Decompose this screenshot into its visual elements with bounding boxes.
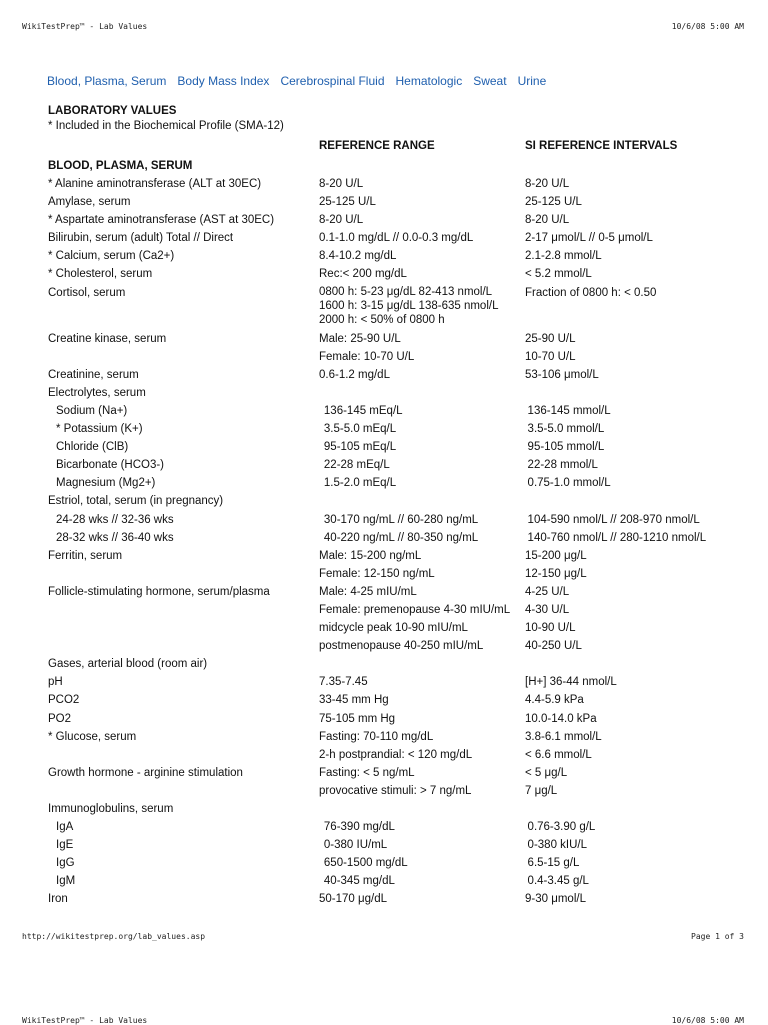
si-reference-interval: 4-25 U/L <box>525 585 570 598</box>
page-title: LABORATORY VALUES <box>48 105 177 117</box>
reference-range <box>319 547 525 565</box>
test-name: Electrolytes, serum <box>48 386 146 399</box>
reference-range <box>319 366 525 384</box>
table-row <box>48 229 748 247</box>
test-name: pH <box>48 676 63 689</box>
si-reference-interval: 53-106 μmol/L <box>525 368 599 381</box>
reference-range-line: Female: premenopause 4-30 mIU/mL <box>319 603 511 616</box>
reference-range <box>319 655 525 673</box>
reference-range-line: 25-125 U/L <box>319 196 376 209</box>
si-reference-interval: 95-105 mmol/L <box>527 441 605 454</box>
column-header-reference-range: REFERENCE RANGE <box>319 140 435 152</box>
table-row <box>48 384 748 402</box>
table-row <box>48 746 748 764</box>
reference-range <box>324 529 528 547</box>
table-row <box>48 601 748 619</box>
reference-range-line: Fasting: < 5 ng/mL <box>319 766 415 779</box>
test-name: Iron <box>48 893 68 906</box>
si-reference-interval: 25-125 U/L <box>525 196 582 209</box>
si-reference-interval: < 5.2 mmol/L <box>525 268 592 281</box>
reference-range-line: Male: 25-90 U/L <box>319 332 401 345</box>
si-reference-interval: 140-760 nmol/L // 280-1210 nmol/L <box>527 531 707 544</box>
test-name <box>48 601 319 619</box>
reference-range-line: provocative stimuli: > 7 ng/mL <box>319 784 472 797</box>
test-name: 24-28 wks // 32-36 wks <box>56 513 174 526</box>
lab-values-content <box>48 104 748 909</box>
test-name: Gases, arterial blood (room air) <box>48 658 208 671</box>
table-row <box>48 637 748 655</box>
si-reference-interval: 10.0-14.0 kPa <box>525 712 597 725</box>
next-page-header-datetime: 10/6/08 5:00 AM <box>671 1016 744 1025</box>
table-row <box>48 547 748 565</box>
test-name: * Alanine aminotransferase (ALT at 30EC) <box>48 178 262 190</box>
section-heading: BLOOD, PLASMA, SERUM <box>48 160 193 172</box>
table-row <box>48 565 748 583</box>
reference-range-line: Female: 12-150 ng/mL <box>319 567 435 580</box>
test-name <box>48 565 319 583</box>
reference-range <box>319 800 525 818</box>
reference-range <box>319 193 525 211</box>
reference-range <box>324 854 528 872</box>
test-name: IgA <box>56 821 74 834</box>
test-name: 28-32 wks // 36-40 wks <box>56 531 174 544</box>
reference-range-line: 40-220 ng/mL // 80-350 ng/mL <box>323 531 479 544</box>
reference-range <box>324 474 528 492</box>
reference-range <box>319 348 525 366</box>
test-name: IgM <box>56 875 76 888</box>
table-row <box>48 836 748 854</box>
si-reference-interval: 0.4-3.45 g/L <box>527 875 589 888</box>
reference-range-line: 7.35-7.45 <box>319 676 368 689</box>
si-reference-interval: 40-250 U/L <box>525 640 582 653</box>
reference-range <box>324 438 528 456</box>
reference-range <box>319 890 525 908</box>
column-header-si-intervals: SI REFERENCE INTERVALS <box>525 140 678 152</box>
reference-range <box>319 330 525 348</box>
nav-link-hematologic[interactable]: Hematologic <box>395 74 463 88</box>
print-header-datetime: 10/6/08 5:00 AM <box>671 22 744 31</box>
si-reference-interval: 3.8-6.1 mmol/L <box>525 730 602 743</box>
table-row <box>48 890 748 908</box>
reference-range-line: 30-170 ng/mL // 60-280 ng/mL <box>323 513 479 526</box>
test-name: Ferritin, serum <box>48 549 123 562</box>
table-row <box>48 583 748 601</box>
test-name: Growth hormone - arginine stimulation <box>48 766 243 779</box>
table-row <box>48 247 748 265</box>
reference-range <box>319 229 525 247</box>
reference-range <box>319 583 525 601</box>
reference-range-line: postmenopause 40-250 mIU/mL <box>319 640 484 653</box>
test-name <box>48 637 319 655</box>
si-reference-interval: 10-90 U/L <box>525 622 576 635</box>
reference-range-line: 2-h postprandial: < 120 mg/dL <box>319 748 473 761</box>
test-name <box>48 782 319 800</box>
reference-range <box>319 247 525 265</box>
reference-range <box>324 818 528 836</box>
reference-range <box>319 782 525 800</box>
section-nav <box>47 74 557 88</box>
nav-link-sweat[interactable]: Sweat <box>473 74 507 88</box>
table-row <box>48 366 748 384</box>
print-header-title: WikiTestPrep™ - Lab Values <box>22 22 148 31</box>
nav-link-blood-plasma-serum[interactable]: Blood, Plasma, Serum <box>47 74 167 88</box>
reference-range-line: Male: 15-200 ng/mL <box>319 549 422 562</box>
si-reference-interval: < 5 μg/L <box>525 766 568 779</box>
reference-range-line: 33-45 mm Hg <box>319 694 389 707</box>
table-row <box>48 872 748 890</box>
reference-range <box>319 384 525 402</box>
reference-range <box>324 511 528 529</box>
reference-range-line: Male: 4-25 mIU/mL <box>319 585 417 598</box>
si-reference-interval <box>525 655 748 673</box>
table-row <box>48 764 748 782</box>
reference-range <box>319 637 525 655</box>
test-name: * Calcium, serum (Ca2+) <box>48 250 175 263</box>
si-reference-interval: 12-150 μg/L <box>525 567 587 580</box>
reference-range-line: 3.5-5.0 mEq/L <box>323 423 397 436</box>
reference-range <box>319 619 525 637</box>
reference-range-line: 50-170 μg/dL <box>319 893 388 906</box>
lab-values-table <box>48 175 748 909</box>
test-name: IgG <box>56 857 75 870</box>
table-row <box>48 710 748 728</box>
test-name <box>48 746 319 764</box>
reference-range-line: midcycle peak 10-90 mIU/mL <box>319 622 468 635</box>
table-row <box>48 175 748 193</box>
test-name: Estriol, total, serum (in pregnancy) <box>48 495 224 508</box>
si-reference-interval: < 6.6 mmol/L <box>525 748 592 761</box>
si-reference-interval: 9-30 μmol/L <box>525 893 586 906</box>
table-row <box>48 673 748 691</box>
si-reference-interval: 25-90 U/L <box>525 332 576 345</box>
si-reference-interval: 8-20 U/L <box>525 214 570 227</box>
reference-range-line: 22-28 mEq/L <box>323 459 390 472</box>
reference-range <box>319 710 525 728</box>
reference-range-line: 0-380 IU/mL <box>323 839 388 852</box>
si-reference-interval: 136-145 mmol/L <box>527 404 611 417</box>
test-name: * Cholesterol, serum <box>48 268 153 281</box>
table-row <box>48 529 748 547</box>
si-reference-interval <box>525 800 748 818</box>
reference-range <box>324 872 528 890</box>
reference-range-line: 650-1500 mg/dL <box>323 857 408 870</box>
reference-range <box>324 456 528 474</box>
column-header-test <box>48 136 319 158</box>
test-name: Creatine kinase, serum <box>48 332 167 345</box>
reference-range <box>324 420 528 438</box>
reference-range-line: 1600 h: 3-15 μg/dL 138-635 nmol/L <box>319 299 499 312</box>
table-header <box>48 136 748 158</box>
si-reference-interval: 2.1-2.8 mmol/L <box>525 250 602 263</box>
reference-range-line: Fasting: 70-110 mg/dL <box>319 730 434 743</box>
nav-link-cerebrospinal-fluid[interactable]: Cerebrospinal Fluid <box>280 74 385 88</box>
reference-range <box>319 492 525 510</box>
test-name: Follicle-stimulating hormone, serum/plasma <box>48 585 270 598</box>
table-row <box>48 800 748 818</box>
table-row <box>48 402 748 420</box>
test-name: Cortisol, serum <box>48 286 126 299</box>
test-name: IgE <box>56 839 74 852</box>
table-row <box>48 511 748 529</box>
reference-range <box>319 728 525 746</box>
table-row <box>48 330 748 348</box>
si-reference-interval: 8-20 U/L <box>525 178 570 190</box>
test-name: Immunoglobulins, serum <box>48 803 174 815</box>
table-row <box>48 284 748 330</box>
reference-range-line: 136-145 mEq/L <box>323 404 403 417</box>
reference-range-line: 0.6-1.2 mg/dL <box>319 368 390 381</box>
test-name: * Aspartate aminotransferase (AST at 30EC) <box>48 214 275 227</box>
sma-note: * Included in the Biochemical Profile (SMA-12) <box>48 120 284 132</box>
test-name: Creatinine, serum <box>48 368 139 381</box>
si-reference-interval: 6.5-15 g/L <box>527 857 580 870</box>
si-reference-interval: 0.75-1.0 mmol/L <box>527 477 611 490</box>
table-row <box>48 728 748 746</box>
si-reference-interval: 0-380 kIU/L <box>527 839 587 852</box>
reference-range <box>319 284 525 330</box>
si-reference-interval: 0.76-3.90 g/L <box>527 821 596 834</box>
reference-range <box>319 175 525 193</box>
table-row <box>48 691 748 709</box>
test-name: PO2 <box>48 712 72 725</box>
si-reference-interval: Fraction of 0800 h: < 0.50 <box>525 286 657 299</box>
reference-range-line: 75-105 mm Hg <box>319 712 396 725</box>
test-name: PCO2 <box>48 694 80 707</box>
table-row <box>48 854 748 872</box>
test-name: * Glucose, serum <box>48 730 137 743</box>
reference-range <box>319 764 525 782</box>
table-row <box>48 211 748 229</box>
table-row <box>48 492 748 510</box>
table-row <box>48 420 748 438</box>
si-reference-interval: 4.4-5.9 kPa <box>525 694 584 707</box>
table-row <box>48 619 748 637</box>
reference-range-line: 8-20 U/L <box>319 178 364 190</box>
reference-range <box>319 265 525 283</box>
si-reference-interval: 22-28 mmol/L <box>527 459 598 472</box>
table-row <box>48 655 748 673</box>
print-footer-page: Page 1 of 3 <box>691 932 744 941</box>
test-name: Amylase, serum <box>48 196 131 209</box>
si-reference-interval: 15-200 μg/L <box>525 549 587 562</box>
test-name: Sodium (Na+) <box>56 404 128 417</box>
table-row <box>48 348 748 366</box>
reference-range-line: Female: 10-70 U/L <box>319 350 415 363</box>
reference-range <box>319 673 525 691</box>
reference-range <box>319 211 525 229</box>
reference-range <box>324 402 528 420</box>
reference-range-line: 2000 h: < 50% of 0800 h <box>319 313 445 326</box>
table-row <box>48 265 748 283</box>
nav-link-body-mass-index[interactable]: Body Mass Index <box>177 74 270 88</box>
test-name: Bilirubin, serum (adult) Total // Direct <box>48 232 234 245</box>
reference-range-line: 0800 h: 5-23 μg/dL 82-413 nmol/L <box>319 285 493 298</box>
si-reference-interval: 10-70 U/L <box>525 350 576 363</box>
table-row <box>48 193 748 211</box>
reference-range <box>319 601 525 619</box>
table-row <box>48 438 748 456</box>
test-name: Chloride (ClB) <box>56 441 129 454</box>
reference-range-line: 95-105 mEq/L <box>323 441 397 454</box>
table-row <box>48 782 748 800</box>
reference-range-line: 76-390 mg/dL <box>323 821 395 834</box>
test-name: Bicarbonate (HCO3-) <box>56 459 165 472</box>
reference-range-line: 40-345 mg/dL <box>323 875 395 888</box>
si-reference-interval <box>525 384 748 402</box>
reference-range-line: 0.1-1.0 mg/dL // 0.0-0.3 mg/dL <box>319 232 474 245</box>
si-reference-interval: 3.5-5.0 mmol/L <box>527 423 605 436</box>
nav-link-urine[interactable]: Urine <box>517 74 547 88</box>
table-row <box>48 818 748 836</box>
print-footer-url: http://wikitestprep.org/lab_values.asp <box>22 932 206 941</box>
table-row <box>48 456 748 474</box>
test-name <box>48 619 319 637</box>
reference-range <box>324 836 528 854</box>
si-reference-interval <box>525 492 748 510</box>
reference-range-line: Rec:< 200 mg/dL <box>319 268 407 281</box>
si-reference-interval: 2-17 μmol/L // 0-5 μmol/L <box>525 232 653 245</box>
reference-range-line: 1.5-2.0 mEq/L <box>323 477 397 490</box>
reference-range-line: 8-20 U/L <box>319 214 364 227</box>
si-reference-interval: 7 μg/L <box>525 784 558 797</box>
reference-range <box>319 691 525 709</box>
reference-range <box>319 565 525 583</box>
test-name: Magnesium (Mg2+) <box>56 477 156 490</box>
test-name <box>48 348 319 366</box>
si-reference-interval: [H+] 36-44 nmol/L <box>525 676 617 689</box>
reference-range-line: 8.4-10.2 mg/dL <box>319 250 397 263</box>
next-page-header-title: WikiTestPrep™ - Lab Values <box>22 1016 148 1025</box>
reference-range <box>319 746 525 764</box>
table-row <box>48 474 748 492</box>
si-reference-interval: 104-590 nmol/L // 208-970 nmol/L <box>527 513 700 526</box>
si-reference-interval: 4-30 U/L <box>525 603 570 616</box>
test-name: * Potassium (K+) <box>56 423 143 436</box>
